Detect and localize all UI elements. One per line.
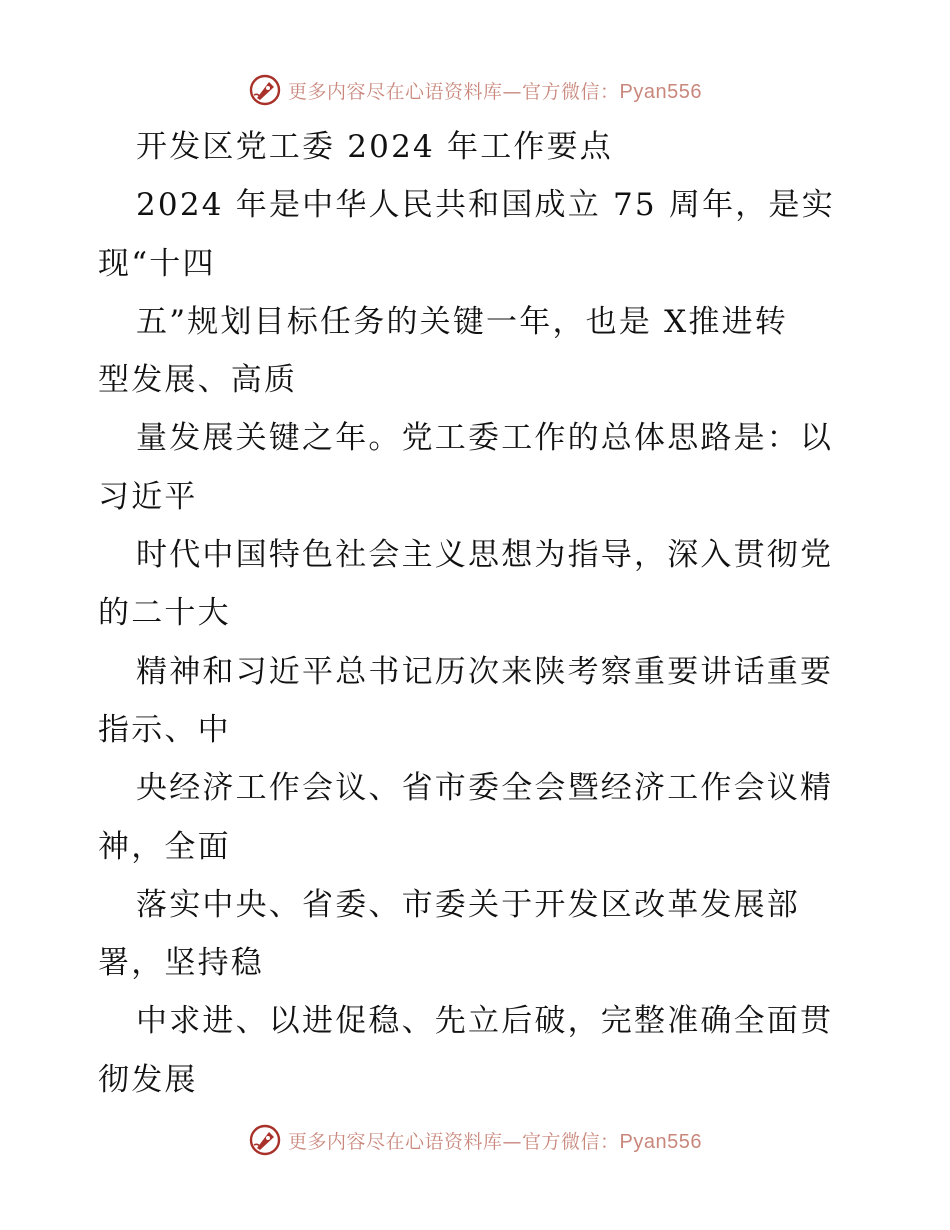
text-line: 精神和习近平总书记历次来陕考察重要讲话重要	[136, 653, 834, 690]
text-line: 型发展、高质	[98, 362, 298, 399]
watermark-text: 更多内容尽在心语资料库—官方微信：Pyan556	[288, 1130, 702, 1153]
footer-watermark-banner	[0, 1120, 950, 1160]
text-line: 量发展关键之年。党工委工作的总体思路是：以	[136, 420, 834, 457]
text-line: 落实中央、省委、市委关于开发区改革发展部	[136, 886, 800, 923]
text-line: 习近平	[98, 478, 198, 515]
document-title: 开发区党工委 2024 年工作要点	[136, 129, 613, 165]
document-body	[98, 118, 858, 1109]
wechat-id: Pyan556	[619, 80, 702, 103]
text-line: 2024 年是中华人民共和国成立 75 周年，是实	[136, 187, 835, 224]
text-line: 的二十大	[98, 595, 231, 632]
text-line: 时代中国特色社会主义思想为指导，深入贯彻党	[136, 537, 834, 574]
wechat-id: Pyan556	[619, 1130, 702, 1153]
text-line: 央经济工作会议、省市委全会暨经济工作会议精	[136, 770, 834, 807]
text-line: 五”规划目标任务的关键一年，也是 X推进转	[136, 303, 788, 340]
text-line: 指示、中	[98, 711, 231, 748]
watermark-text: 更多内容尽在心语资料库—官方微信：Pyan556	[288, 80, 702, 103]
pen-nib-logo-icon	[248, 1123, 282, 1157]
text-line: 彻发展	[98, 1061, 198, 1098]
header-watermark-banner	[0, 70, 950, 110]
pen-nib-logo-icon	[248, 73, 282, 107]
text-line: 现“十四	[98, 245, 216, 282]
text-line: 神，全面	[98, 828, 231, 865]
text-line: 署，坚持稳	[98, 945, 264, 982]
text-line: 中求进、以进促稳、先立后破，完整准确全面贯	[136, 1003, 834, 1040]
